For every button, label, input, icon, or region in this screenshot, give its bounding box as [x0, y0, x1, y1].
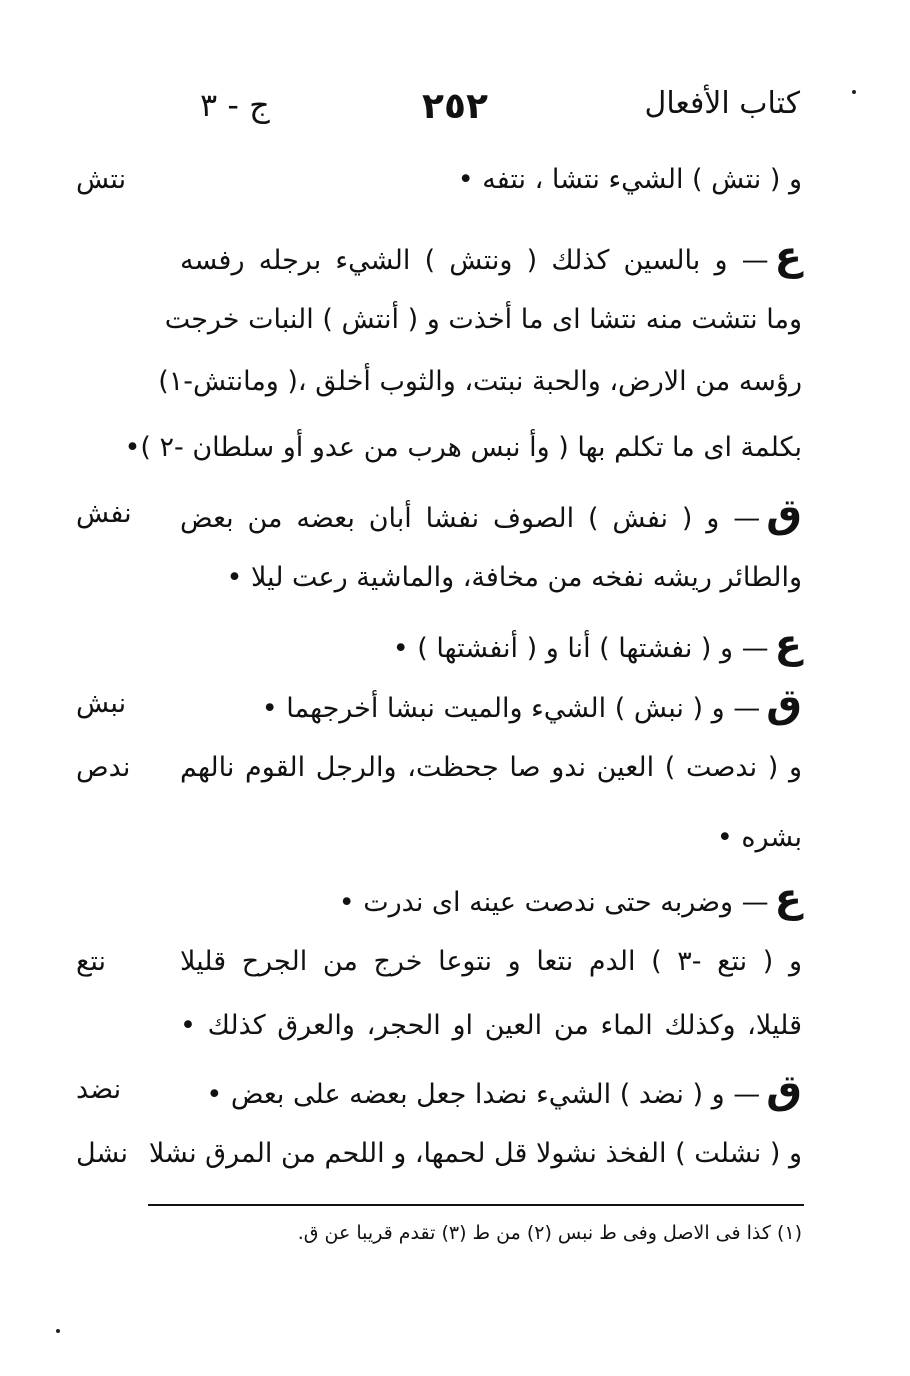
line-text: بكلمة اى ما تكلم بها ( وأ نبس هرب من عدو أو سلطان -٢ )• [124, 432, 802, 463]
line-text: — وضربه حتى ندصت عينه اى ندرت • [338, 887, 769, 918]
line-text: — و ( نضد ) الشيء نضدا جعل بعضه على بعض • [206, 1079, 761, 1110]
source-marker: ع [774, 621, 802, 667]
line-text: — و ( نبش ) الشيء والميت نبشا أخرجهما • [261, 693, 761, 724]
source-marker: ع [774, 875, 802, 921]
line-text: — و ( نفش ) الصوف نفشا أبان بعضه من بعض [180, 503, 761, 534]
text-line [717, 818, 802, 858]
source-marker: ع [774, 233, 802, 279]
source-marker: ق [766, 491, 802, 537]
root-word: نبش [76, 688, 127, 719]
page-number: ٢٥٢ [422, 86, 488, 127]
footnote: (١) كذا فى الاصل وفى ط نبس (٢) من ط (٣) تقدم قريبا عن ق. [297, 1222, 802, 1244]
text-line [124, 428, 802, 468]
line-text: رؤسه من الارض، والحبة نبتت، والثوب أخلق ،( ومانتش-١) [158, 366, 802, 397]
text-line [158, 362, 802, 402]
volume-label: ج - ٣ [200, 86, 270, 124]
text-line [226, 558, 802, 598]
line-text: و ( نشلت ) الفخذ نشولا قل لحمها، و اللحم من المرق نشلا [148, 1138, 802, 1169]
text-line [180, 233, 802, 281]
text-line [261, 681, 802, 729]
root-word: نشل [76, 1138, 129, 1169]
line-text: و ( نتش ) الشيء نتشا ، نتفه • [457, 164, 802, 195]
footnote-divider [148, 1204, 804, 1206]
text-line [338, 875, 802, 923]
text-line [164, 300, 802, 340]
text-line [180, 1006, 802, 1046]
root-word: ندص [76, 752, 131, 783]
text-line [180, 748, 802, 788]
line-text: و ( نتع -٣ ) الدم نتعا و نتوعا خرج من الجرح قليلا [180, 946, 802, 977]
text-line [392, 621, 802, 669]
ink-speck [852, 90, 856, 94]
text-line [180, 491, 802, 539]
root-word: نتش [76, 164, 127, 195]
source-marker: ق [766, 1067, 802, 1113]
text-line [180, 942, 802, 982]
book-title: كتاب الأفعال [644, 86, 800, 121]
ink-speck [56, 1329, 60, 1333]
line-text: وما نتشت منه نتشا اى ما أخذت و ( أنتش ) النبات خرجت [164, 304, 802, 335]
line-text: و ( ندصت ) العين ندو صا جحظت، والرجل القوم نالهم [180, 752, 802, 783]
text-line [148, 1134, 802, 1174]
line-text: والطائر ريشه نفخه من مخافة، والماشية رعت ليلا • [226, 562, 802, 593]
root-word: نفش [76, 498, 132, 529]
root-word: نتع [76, 946, 107, 977]
root-word: نضد [76, 1074, 122, 1105]
line-text: بشره • [716, 822, 802, 853]
source-marker: ق [766, 681, 802, 727]
line-text: — و بالسين كذلك ( ونتش ) الشيء برجله رفسه [180, 245, 769, 276]
text-line [206, 1067, 802, 1115]
line-text: قليلا، وكذلك الماء من العين او الحجر، والعرق كذلك • [180, 1010, 802, 1041]
text-line [458, 160, 802, 200]
line-text: — و ( نفشتها ) أنا و ( أنفشتها ) • [392, 633, 769, 664]
